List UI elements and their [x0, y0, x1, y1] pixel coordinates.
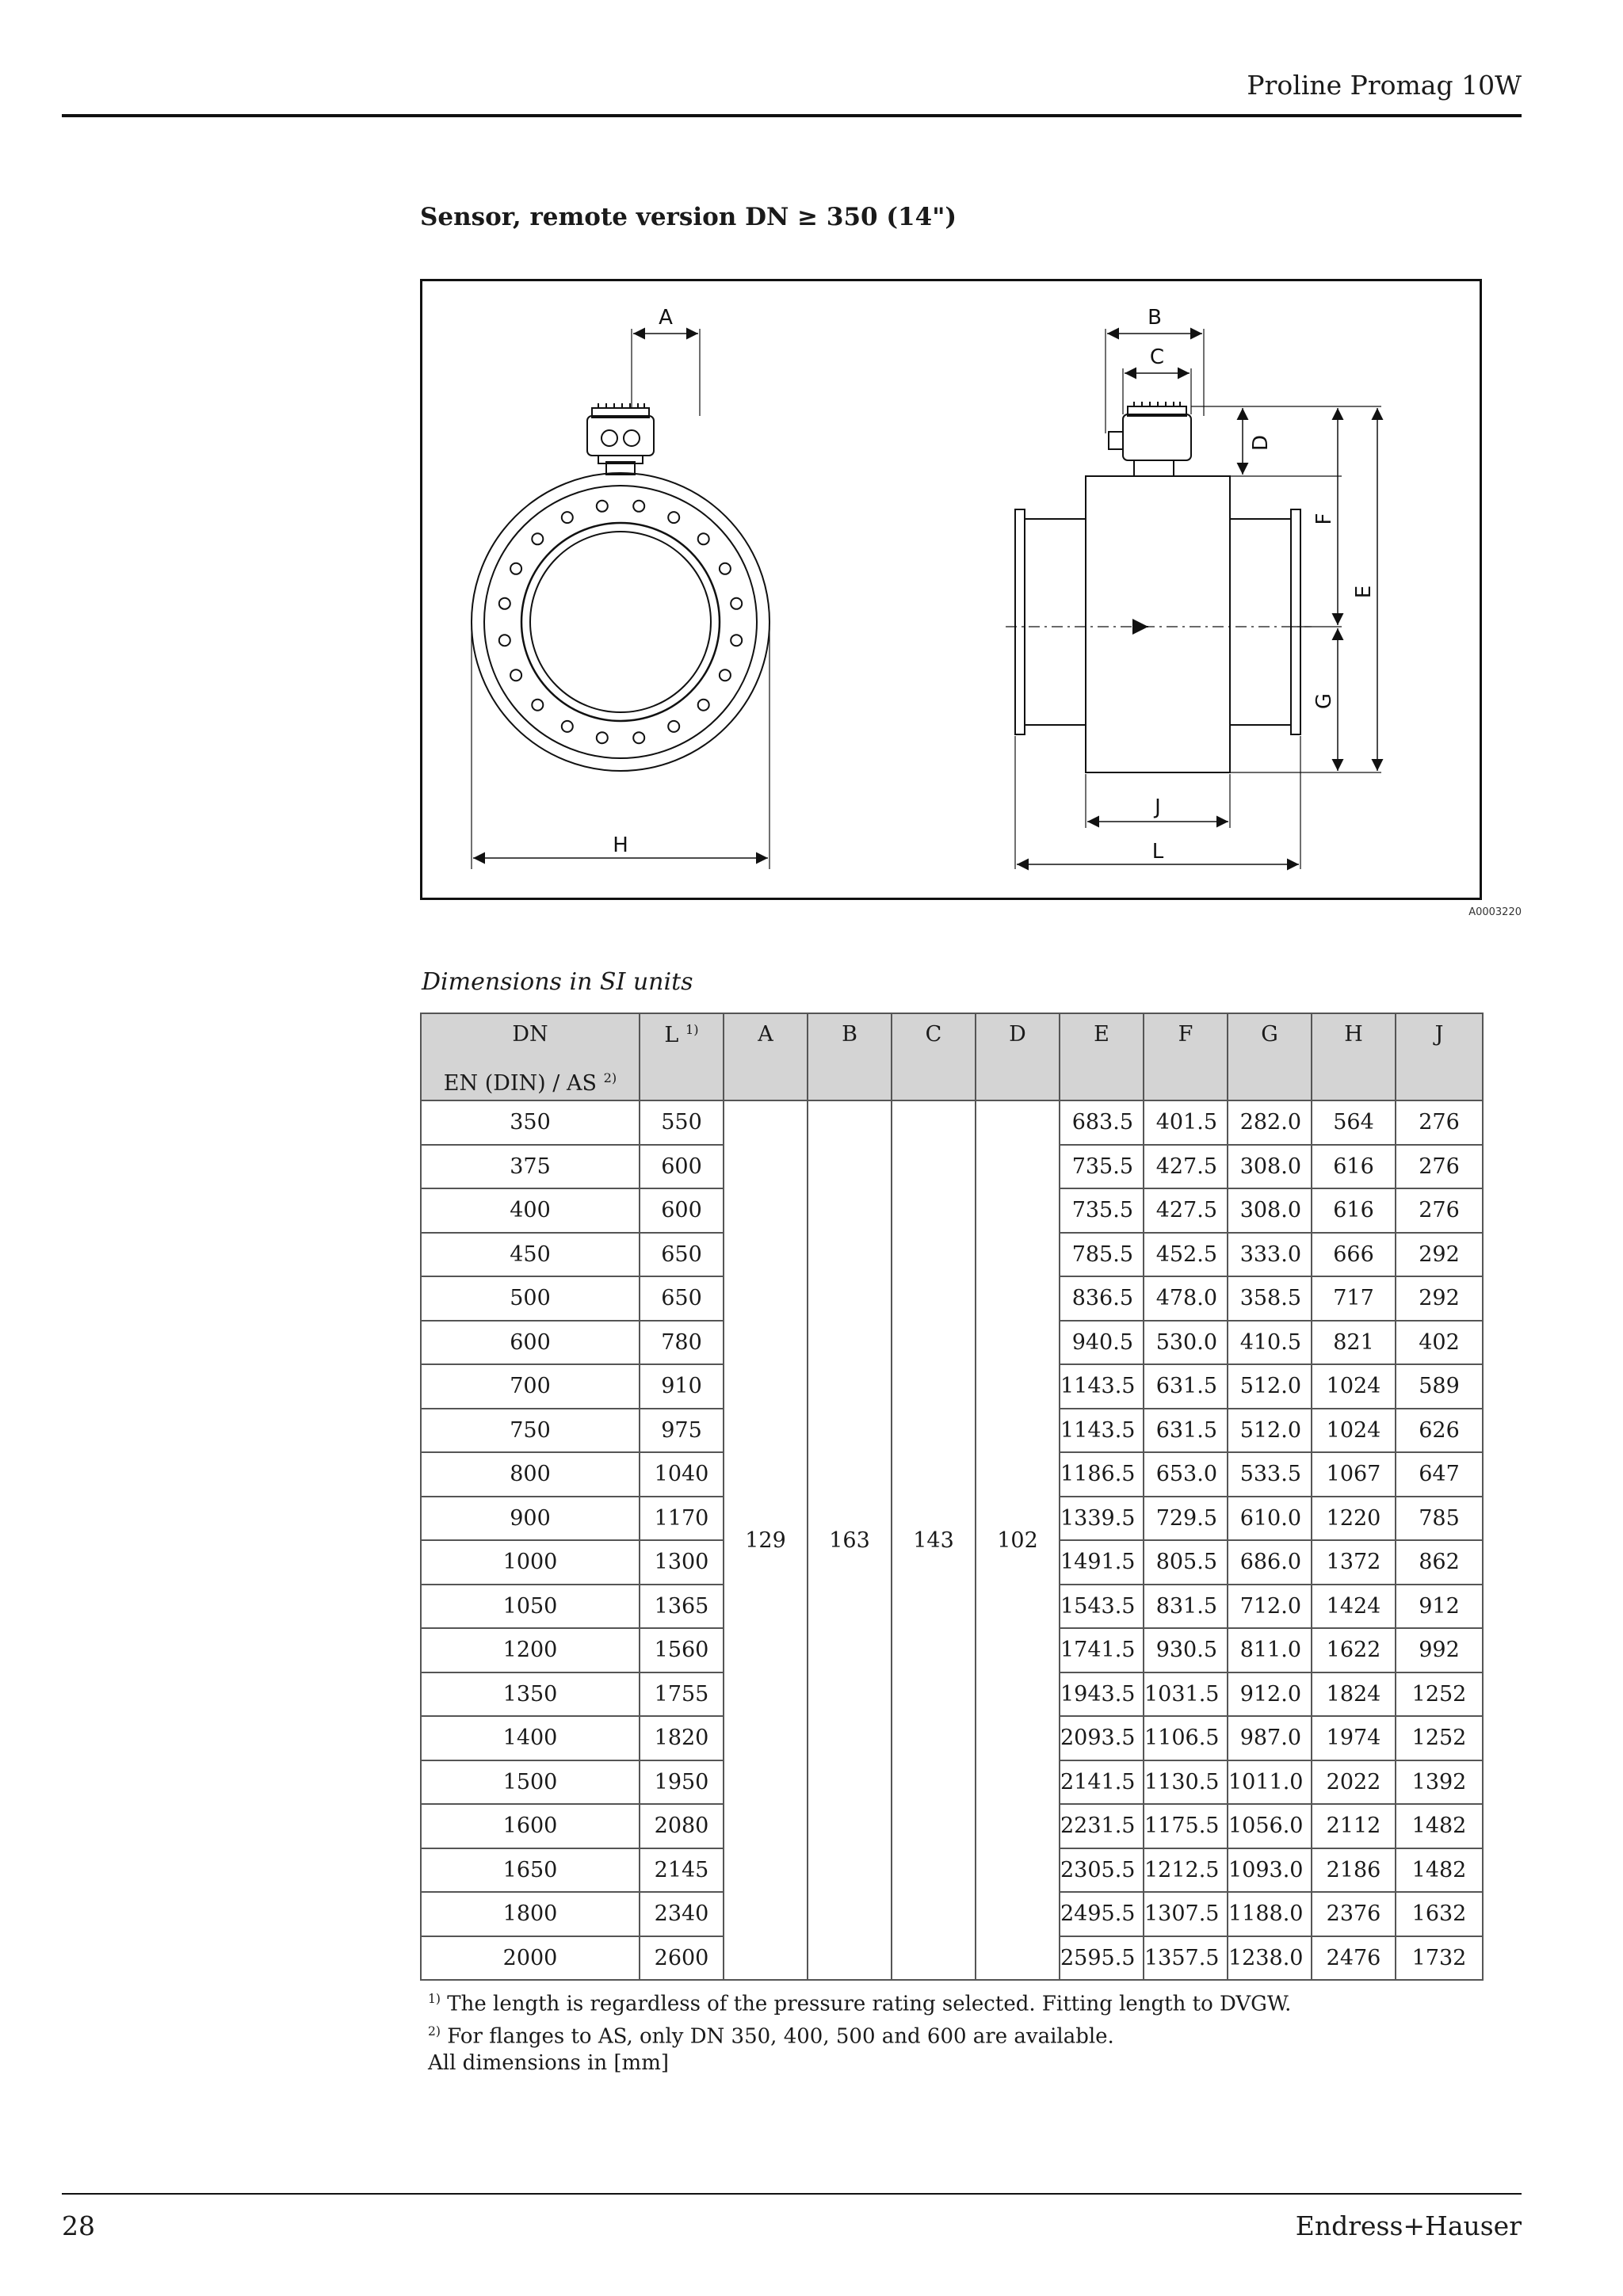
cell-l: 2080	[640, 1804, 724, 1848]
cell-e: 2141.5	[1060, 1760, 1144, 1805]
table-caption: Dimensions in SI units	[422, 968, 693, 996]
bolt-hole	[731, 598, 742, 609]
cell-e: 1143.5	[1060, 1364, 1144, 1409]
cell-f: 631.5	[1144, 1364, 1228, 1409]
cell-dn: 2000	[421, 1936, 640, 1981]
cell-h: 1024	[1312, 1409, 1396, 1453]
bolt-hole	[720, 669, 731, 681]
cell-f: 1212.5	[1144, 1848, 1228, 1893]
cell-h: 1024	[1312, 1364, 1396, 1409]
cell-f: 1031.5	[1144, 1672, 1228, 1717]
bolt-hole	[510, 563, 521, 574]
cell-g: 333.0	[1228, 1233, 1312, 1277]
cell-l: 1170	[640, 1497, 724, 1541]
cell-dn: 800	[421, 1452, 640, 1497]
cell-dn: 375	[421, 1145, 640, 1189]
cell-j: 647	[1396, 1452, 1483, 1497]
cell-e: 785.5	[1060, 1233, 1144, 1277]
cell-j: 1252	[1396, 1716, 1483, 1760]
cell-g: 308.0	[1228, 1145, 1312, 1189]
cell-g: 512.0	[1228, 1409, 1312, 1453]
bolt-hole	[597, 732, 608, 743]
cell-l: 600	[640, 1145, 724, 1189]
cell-e: 1543.5	[1060, 1585, 1144, 1629]
cell-g: 358.5	[1228, 1276, 1312, 1321]
cell-j: 785	[1396, 1497, 1483, 1541]
cell-g: 1093.0	[1228, 1848, 1312, 1893]
cell-l: 910	[640, 1364, 724, 1409]
cell-dn: 750	[421, 1409, 640, 1453]
cell-l: 2600	[640, 1936, 724, 1981]
col-header-d: D	[976, 1013, 1060, 1100]
cell-f: 1357.5	[1144, 1936, 1228, 1981]
cell-e: 1943.5	[1060, 1672, 1144, 1717]
bolt-hole	[597, 501, 608, 512]
label-H: H	[613, 833, 628, 857]
cell-h: 666	[1312, 1233, 1396, 1277]
table-row	[421, 1100, 1483, 1145]
cell-dn: 1000	[421, 1540, 640, 1585]
cell-h: 616	[1312, 1145, 1396, 1189]
cell-f: 1307.5	[1144, 1892, 1228, 1936]
cell-e: 2093.5	[1060, 1716, 1144, 1760]
cell-l: 1560	[640, 1628, 724, 1672]
bolt-hole	[720, 563, 731, 574]
cell-dn: 700	[421, 1364, 640, 1409]
table-header-row	[421, 1013, 1483, 1100]
cell-dn: 1800	[421, 1892, 640, 1936]
cell-f: 1106.5	[1144, 1716, 1228, 1760]
label-E: E	[1352, 585, 1376, 599]
cell-h: 2112	[1312, 1804, 1396, 1848]
figure-id: A0003220	[1468, 906, 1522, 918]
col-header-dn: DN EN (DIN) / AS $^{2)}$	[421, 1013, 640, 1100]
cell-l: 2340	[640, 1892, 724, 1936]
cell-g: 1188.0	[1228, 1892, 1312, 1936]
cell-f: 1175.5	[1144, 1804, 1228, 1848]
cell-j: 292	[1396, 1233, 1483, 1277]
cell-dn: 400	[421, 1188, 640, 1233]
cell-e: 1186.5	[1060, 1452, 1144, 1497]
cell-f: 831.5	[1144, 1585, 1228, 1629]
brand-name: Endress+Hauser	[1295, 2210, 1522, 2241]
cell-h: 1824	[1312, 1672, 1396, 1717]
cell-dn: 450	[421, 1233, 640, 1277]
header-rule	[62, 114, 1522, 117]
cell-j: 1632	[1396, 1892, 1483, 1936]
cell-f: 1130.5	[1144, 1760, 1228, 1805]
section-title: Sensor, remote version DN ≥ 350 (14")	[420, 203, 957, 231]
cell-l: 1755	[640, 1672, 724, 1717]
cell-j: 276	[1396, 1188, 1483, 1233]
cell-e: 683.5	[1060, 1100, 1144, 1145]
cell-h: 2022	[1312, 1760, 1396, 1805]
cell-l: 780	[640, 1321, 724, 1365]
cell-dn: 1350	[421, 1672, 640, 1717]
cell-dn: 1200	[421, 1628, 640, 1672]
cell-f: 729.5	[1144, 1497, 1228, 1541]
cell-dn: 1650	[421, 1848, 640, 1893]
cell-h: 1424	[1312, 1585, 1396, 1629]
cell-h: 717	[1312, 1276, 1396, 1321]
cell-j: 1732	[1396, 1936, 1483, 1981]
cell-j: 626	[1396, 1409, 1483, 1453]
cell-h: 616	[1312, 1188, 1396, 1233]
bolt-hole	[499, 635, 510, 646]
cell-l: 600	[640, 1188, 724, 1233]
label-G: G	[1312, 692, 1336, 710]
page-number: 28	[62, 2210, 95, 2241]
cell-h: 1372	[1312, 1540, 1396, 1585]
cell-j: 992	[1396, 1628, 1483, 1672]
cell-f: 805.5	[1144, 1540, 1228, 1585]
label-F: F	[1312, 513, 1336, 525]
bolt-hole	[562, 512, 573, 523]
label-C: C	[1149, 345, 1165, 369]
cell-e: 2231.5	[1060, 1804, 1144, 1848]
cell-d-merged: 102	[976, 1100, 1060, 1980]
cell-e: 940.5	[1060, 1321, 1144, 1365]
sensor-body	[1086, 476, 1230, 772]
cell-e: 735.5	[1060, 1145, 1144, 1189]
cell-g: 1238.0	[1228, 1936, 1312, 1981]
cell-f: 452.5	[1144, 1233, 1228, 1277]
cell-l: 2145	[640, 1848, 724, 1893]
cell-j: 1392	[1396, 1760, 1483, 1805]
bolt-hole	[698, 700, 709, 711]
cell-f: 478.0	[1144, 1276, 1228, 1321]
cell-j: 402	[1396, 1321, 1483, 1365]
label-B: B	[1148, 306, 1162, 330]
col-header-b: B	[808, 1013, 892, 1100]
cell-l: 1950	[640, 1760, 724, 1805]
cell-l: 1300	[640, 1540, 724, 1585]
flange-outer	[472, 473, 769, 771]
footnotes	[428, 1985, 1291, 2077]
bolt-hole	[668, 721, 679, 732]
cell-g: 811.0	[1228, 1628, 1312, 1672]
cell-c-merged: 143	[892, 1100, 976, 1980]
cell-h: 1974	[1312, 1716, 1396, 1760]
cell-h: 821	[1312, 1321, 1396, 1365]
bolt-hole	[731, 635, 742, 646]
cell-j: 1252	[1396, 1672, 1483, 1717]
label-A: A	[659, 306, 673, 330]
cell-f: 930.5	[1144, 1628, 1228, 1672]
cell-h: 2476	[1312, 1936, 1396, 1981]
cell-dn: 600	[421, 1321, 640, 1365]
bolt-hole	[532, 700, 543, 711]
cell-f: 401.5	[1144, 1100, 1228, 1145]
cell-e: 836.5	[1060, 1276, 1144, 1321]
cell-f: 530.0	[1144, 1321, 1228, 1365]
cell-h: 1067	[1312, 1452, 1396, 1497]
cell-g: 712.0	[1228, 1585, 1312, 1629]
cell-e: 1491.5	[1060, 1540, 1144, 1585]
footnote-3: All dimensions in [mm]	[428, 2051, 670, 2076]
cell-j: 276	[1396, 1100, 1483, 1145]
footnote-1: $^{1)}$ The length is regardless of the pressure rating selected. Fitting length to DVGW.	[428, 1992, 1292, 2016]
cell-j: 589	[1396, 1364, 1483, 1409]
cell-g: 512.0	[1228, 1364, 1312, 1409]
cell-j: 292	[1396, 1276, 1483, 1321]
cell-dn: 1500	[421, 1760, 640, 1805]
cell-h: 2186	[1312, 1848, 1396, 1893]
document-title: Proline Promag 10W	[1247, 70, 1522, 101]
col-header-h: H	[1312, 1013, 1396, 1100]
cell-g: 1056.0	[1228, 1804, 1312, 1848]
cell-e: 735.5	[1060, 1188, 1144, 1233]
cell-g: 533.5	[1228, 1452, 1312, 1497]
cell-l: 650	[640, 1276, 724, 1321]
cell-dn: 350	[421, 1100, 640, 1145]
label-J: J	[1155, 795, 1161, 819]
cell-dn: 1600	[421, 1804, 640, 1848]
col-header-f: F	[1144, 1013, 1228, 1100]
label-D: D	[1249, 434, 1273, 452]
bolt-hole	[698, 533, 709, 544]
col-header-j: J	[1396, 1013, 1483, 1100]
cell-h: 1220	[1312, 1497, 1396, 1541]
bolt-hole	[532, 533, 543, 544]
col-header-l: L $^{1)}$	[640, 1013, 724, 1100]
cell-g: 1011.0	[1228, 1760, 1312, 1805]
cell-j: 1482	[1396, 1848, 1483, 1893]
footnote-2: $^{2)}$ For flanges to AS, only DN 350, 400, 500 and 600 are available.	[428, 2023, 1114, 2049]
cell-l: 1820	[640, 1716, 724, 1760]
cell-g: 987.0	[1228, 1716, 1312, 1760]
drawing-svg	[422, 281, 1480, 898]
cell-l: 975	[640, 1409, 724, 1453]
cell-j: 1482	[1396, 1804, 1483, 1848]
cell-l: 1365	[640, 1585, 724, 1629]
cell-dn: 1400	[421, 1716, 640, 1760]
col-header-c: C	[892, 1013, 976, 1100]
cell-g: 610.0	[1228, 1497, 1312, 1541]
bolt-hole	[633, 732, 644, 743]
cell-dn: 500	[421, 1276, 640, 1321]
cell-g: 686.0	[1228, 1540, 1312, 1585]
col-header-a: A	[724, 1013, 808, 1100]
dimension-drawing	[420, 279, 1482, 900]
cell-l: 1040	[640, 1452, 724, 1497]
bolt-hole	[499, 598, 510, 609]
cell-j: 912	[1396, 1585, 1483, 1629]
cell-l: 650	[640, 1233, 724, 1277]
cell-l: 550	[640, 1100, 724, 1145]
cell-j: 862	[1396, 1540, 1483, 1585]
bolt-hole	[562, 721, 573, 732]
footer-rule	[62, 2193, 1522, 2195]
cell-g: 282.0	[1228, 1100, 1312, 1145]
cell-g: 308.0	[1228, 1188, 1312, 1233]
cell-g: 912.0	[1228, 1672, 1312, 1717]
cell-j: 276	[1396, 1145, 1483, 1189]
cell-f: 653.0	[1144, 1452, 1228, 1497]
label-L: L	[1151, 840, 1164, 864]
cell-h: 2376	[1312, 1892, 1396, 1936]
cell-a-merged: 129	[724, 1100, 808, 1980]
bolt-holes	[499, 501, 742, 743]
cell-f: 631.5	[1144, 1409, 1228, 1453]
cell-b-merged: 163	[808, 1100, 892, 1980]
cell-dn: 1050	[421, 1585, 640, 1629]
dimensions-table	[420, 1013, 1484, 1981]
cell-h: 1622	[1312, 1628, 1396, 1672]
cell-e: 2305.5	[1060, 1848, 1144, 1893]
cell-e: 2595.5	[1060, 1936, 1144, 1981]
cell-f: 427.5	[1144, 1145, 1228, 1189]
col-header-e: E	[1060, 1013, 1144, 1100]
cell-h: 564	[1312, 1100, 1396, 1145]
bolt-hole	[510, 669, 521, 681]
col-header-g: G	[1228, 1013, 1312, 1100]
bolt-hole	[668, 512, 679, 523]
cell-dn: 900	[421, 1497, 640, 1541]
cell-e: 2495.5	[1060, 1892, 1144, 1936]
cell-e: 1143.5	[1060, 1409, 1144, 1453]
cell-g: 410.5	[1228, 1321, 1312, 1365]
cell-e: 1741.5	[1060, 1628, 1144, 1672]
bolt-hole	[633, 501, 644, 512]
cell-e: 1339.5	[1060, 1497, 1144, 1541]
cell-f: 427.5	[1144, 1188, 1228, 1233]
